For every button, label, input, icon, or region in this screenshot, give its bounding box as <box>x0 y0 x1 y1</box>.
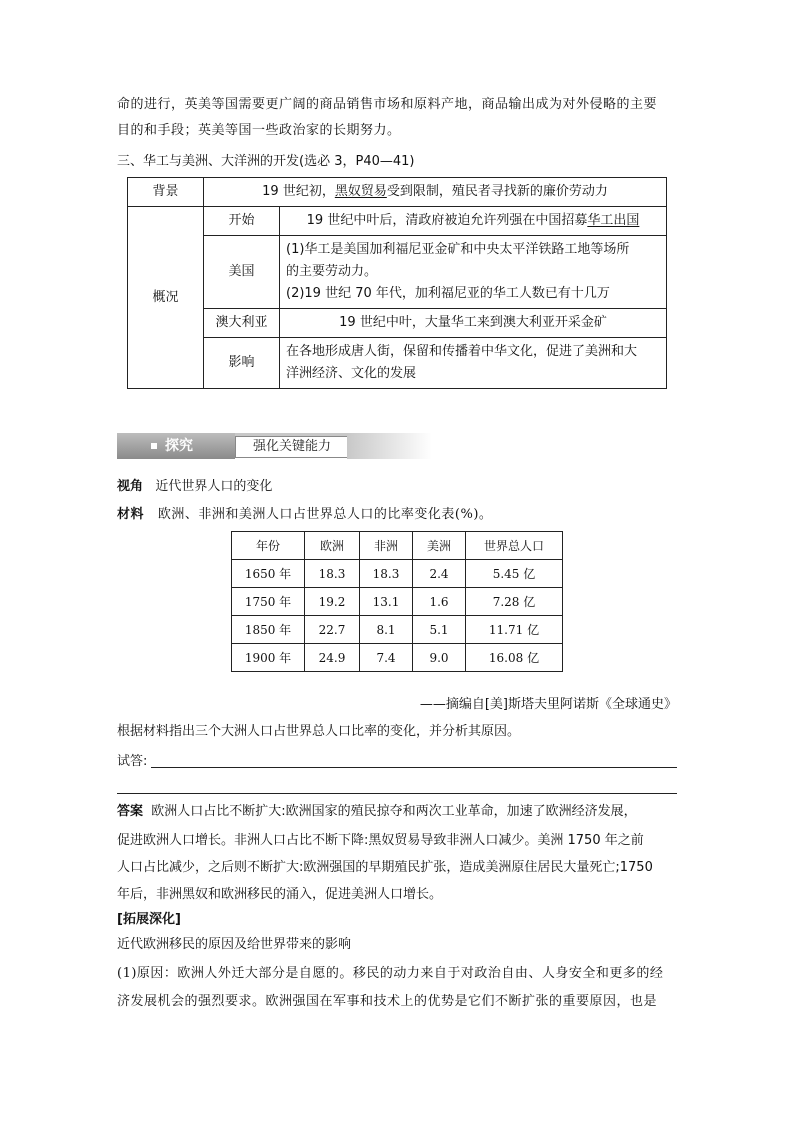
table-cell: 2.4 <box>413 560 466 588</box>
column-header: 美洲 <box>413 532 466 560</box>
australia-label: 澳大利亚 <box>204 309 280 338</box>
table-cell: 1650 年 <box>232 560 305 588</box>
table-cell: 1850 年 <box>232 616 305 644</box>
table-cell: 13.1 <box>360 588 413 616</box>
extension-line-1: (1)原因：欧洲人外迁大部分是自愿的。移民的动力来自于对政治自由、人身安全和更多的经 <box>117 966 664 981</box>
table-cell: 5.1 <box>413 616 466 644</box>
table-row <box>128 178 667 207</box>
banner-tag: 探究 <box>117 433 235 459</box>
table-row <box>232 616 563 644</box>
start-label: 开始 <box>204 207 280 236</box>
table-row <box>128 309 667 338</box>
table-row <box>128 236 667 309</box>
table-row <box>232 560 563 588</box>
answer-line-4-text: 年后，非洲黑奴和欧洲移民的涌入，促进美洲人口增长。 <box>117 887 443 902</box>
underline-term: 华工出国 <box>587 213 640 228</box>
table-cell: 18.3 <box>305 560 360 588</box>
population-table <box>231 531 563 672</box>
table-row <box>128 338 667 389</box>
intro-line-1: 命的进行，英美等国需要更广阔的商品销售市场和原料产地，商品输出成为对外侵略的主要 <box>117 97 658 112</box>
table-cell: 24.9 <box>305 644 360 672</box>
section-heading: 三、华工与美洲、大洋洲的开发(选必 3，P40—41) <box>117 154 415 169</box>
table-cell: 8.1 <box>360 616 413 644</box>
table-cell: 19.2 <box>305 588 360 616</box>
source-citation: ——摘编自[美]斯塔夫里阿诺斯《全球通史》 <box>419 697 677 712</box>
table-cell: 1750 年 <box>232 588 305 616</box>
table-header-row <box>232 532 563 560</box>
usa-text: (1)华工是美国加利福尼亚金矿和中央太平洋铁路工地等场所 的主要劳动力。 (2)19 世纪 70 年代，加利福尼亚的华工人数已有十几万 <box>280 236 667 309</box>
answer-line-1 <box>151 767 677 768</box>
square-icon <box>151 443 157 449</box>
extension-line-2: 济发展机会的强烈要求。欧洲强国在军事和技术上的优势是它们不断扩张的重要原因，也是 <box>117 994 658 1009</box>
extension-heading: [拓展深化] <box>117 912 181 927</box>
impact-text: 在各地形成唐人街，保留和传播着中华文化，促进了美洲和大 洋洲经济、文化的发展 <box>280 338 667 389</box>
table-cell: 9.0 <box>413 644 466 672</box>
table-cell: 11.71 亿 <box>466 616 563 644</box>
australia-text: 19 世纪中叶，大量华工来到澳大利亚开采金矿 <box>280 309 667 338</box>
perspective-line: 视角 近代世界人口的变化 <box>117 479 273 494</box>
material-line: 材料 欧洲、非洲和美洲人口占世界总人口的比率变化表(%)。 <box>117 507 493 522</box>
table-row <box>232 588 563 616</box>
column-header: 欧洲 <box>305 532 360 560</box>
table-cell: 5.45 亿 <box>466 560 563 588</box>
start-text: 19 世纪中叶后，清政府被迫允许列强在中国招募华工出国 <box>280 207 667 236</box>
table-row <box>128 207 667 236</box>
extension-subheading: 近代欧洲移民的原因及给世界带来的影响 <box>117 937 352 952</box>
background-label: 背景 <box>128 178 204 207</box>
table-cell: 1.6 <box>413 588 466 616</box>
column-header: 年份 <box>232 532 305 560</box>
answer-line-2 <box>117 793 677 794</box>
usa-label: 美国 <box>204 236 280 309</box>
table-cell: 1900 年 <box>232 644 305 672</box>
column-header: 非洲 <box>360 532 413 560</box>
table-cell: 22.7 <box>305 616 360 644</box>
table-cell: 7.28 亿 <box>466 588 563 616</box>
impact-label: 影响 <box>204 338 280 389</box>
answer-prompt: 试答: <box>117 754 148 769</box>
background-text: 19 世纪初，黑奴贸易受到限制，殖民者寻找新的廉价劳动力 <box>204 178 667 207</box>
table-cell: 16.08 亿 <box>466 644 563 672</box>
table-row <box>232 644 563 672</box>
underline-term: 黑奴贸易 <box>334 184 387 199</box>
overview-label: 概况 <box>128 207 204 389</box>
answer-line-3-text: 人口占比减少，之后则不断扩大:欧洲强国的早期殖民扩张，造成美洲原住居民大量死亡;1750 <box>117 860 653 875</box>
banner-title: 强化关键能力 <box>235 436 349 458</box>
section-banner <box>117 433 432 459</box>
intro-line-2: 目的和手段；英美等国一些政治家的长期努力。 <box>117 123 401 138</box>
chinese-labor-table <box>127 177 667 389</box>
answer-line-1-text: 答案 欧洲人口占比不断扩大:欧洲国家的殖民掠夺和两次工业革命，加速了欧洲经济发展， <box>117 804 637 819</box>
table-cell: 18.3 <box>360 560 413 588</box>
table-cell: 7.4 <box>360 644 413 672</box>
column-header: 世界总人口 <box>466 532 563 560</box>
answer-line-2-text: 促进欧洲人口增长。非洲人口占比不断下降:黑奴贸易导致非洲人口减少。美洲 1750 年之前 <box>117 833 644 848</box>
question-text: 根据材料指出三个大洲人口占世界总人口比率的变化，并分析其原因。 <box>117 724 521 739</box>
